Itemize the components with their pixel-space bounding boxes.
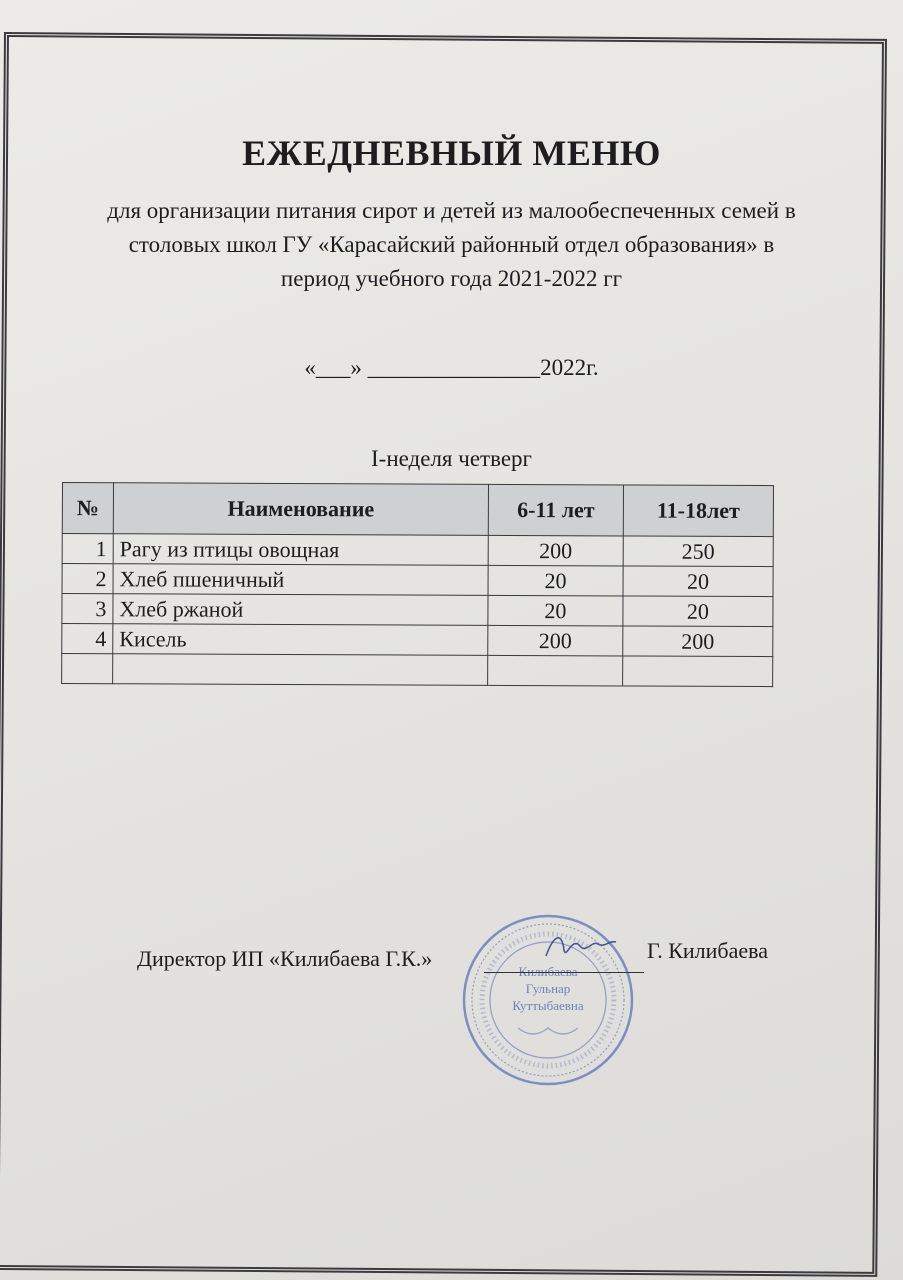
portion-6-11: 20 (488, 565, 623, 596)
portion-6-11: 200 (488, 625, 623, 656)
week-label: I-неделя четверг (371, 446, 532, 471)
stamp-emblem (518, 1028, 578, 1034)
table-row (62, 564, 773, 597)
portion-11-18: 250 (623, 536, 773, 567)
dish-name: Кисель (113, 624, 488, 656)
row-number: 1 (62, 534, 113, 564)
column-header-age-6-11: 6-11 лет (488, 484, 623, 536)
column-header-number: № (62, 483, 113, 534)
table-row (62, 624, 773, 657)
table-header-row (62, 483, 773, 537)
dish-name (113, 654, 488, 686)
subtitle-line: для организации питания сирот и детей из малообеспеченных семей в (107, 198, 796, 223)
menu-table (61, 482, 774, 687)
signature-line (484, 972, 644, 973)
signer-title: Директор ИП «Килибаева Г.К.» (137, 946, 433, 971)
portion-11-18: 20 (623, 596, 773, 627)
signer-name: Г. Килибаева (647, 938, 769, 963)
portion-6-11: 20 (488, 595, 623, 626)
portion-6-11: 200 (488, 535, 623, 566)
dish-name: Хлеб пшеничный (113, 564, 488, 596)
stamp-line: Килибаева (518, 964, 578, 979)
row-number (62, 654, 113, 684)
date-line: «___» _______________2022г. (304, 355, 599, 380)
table-row (62, 534, 773, 567)
row-number: 3 (62, 594, 113, 624)
table-row-empty (62, 654, 773, 687)
portion-11-18: 20 (623, 566, 773, 597)
dish-name: Хлеб ржаной (113, 594, 488, 626)
handwritten-signature (540, 926, 620, 966)
subtitle-line: столовых школ ГУ «Карасайский районный отдел образования» в (128, 232, 775, 257)
portion-11-18 (623, 656, 773, 687)
portion-6-11 (488, 655, 623, 686)
stamp-line: Куттыбаевна (512, 998, 584, 1013)
table-row (62, 594, 773, 627)
subtitle-line: период учебного года 2021-2022 гг (280, 266, 623, 291)
row-number: 4 (62, 624, 113, 654)
stamp-line: Гульнар (525, 981, 571, 996)
dish-name: Рагу из птицы овощная (113, 534, 488, 566)
portion-11-18: 200 (623, 626, 773, 657)
document-subtitle (40, 194, 863, 296)
column-header-age-11-18: 11-18лет (623, 485, 773, 537)
row-number: 2 (62, 564, 113, 594)
document-title: ЕЖЕДНЕВНЫЙ МЕНЮ (242, 133, 661, 173)
column-header-name: Наименование (113, 483, 488, 536)
